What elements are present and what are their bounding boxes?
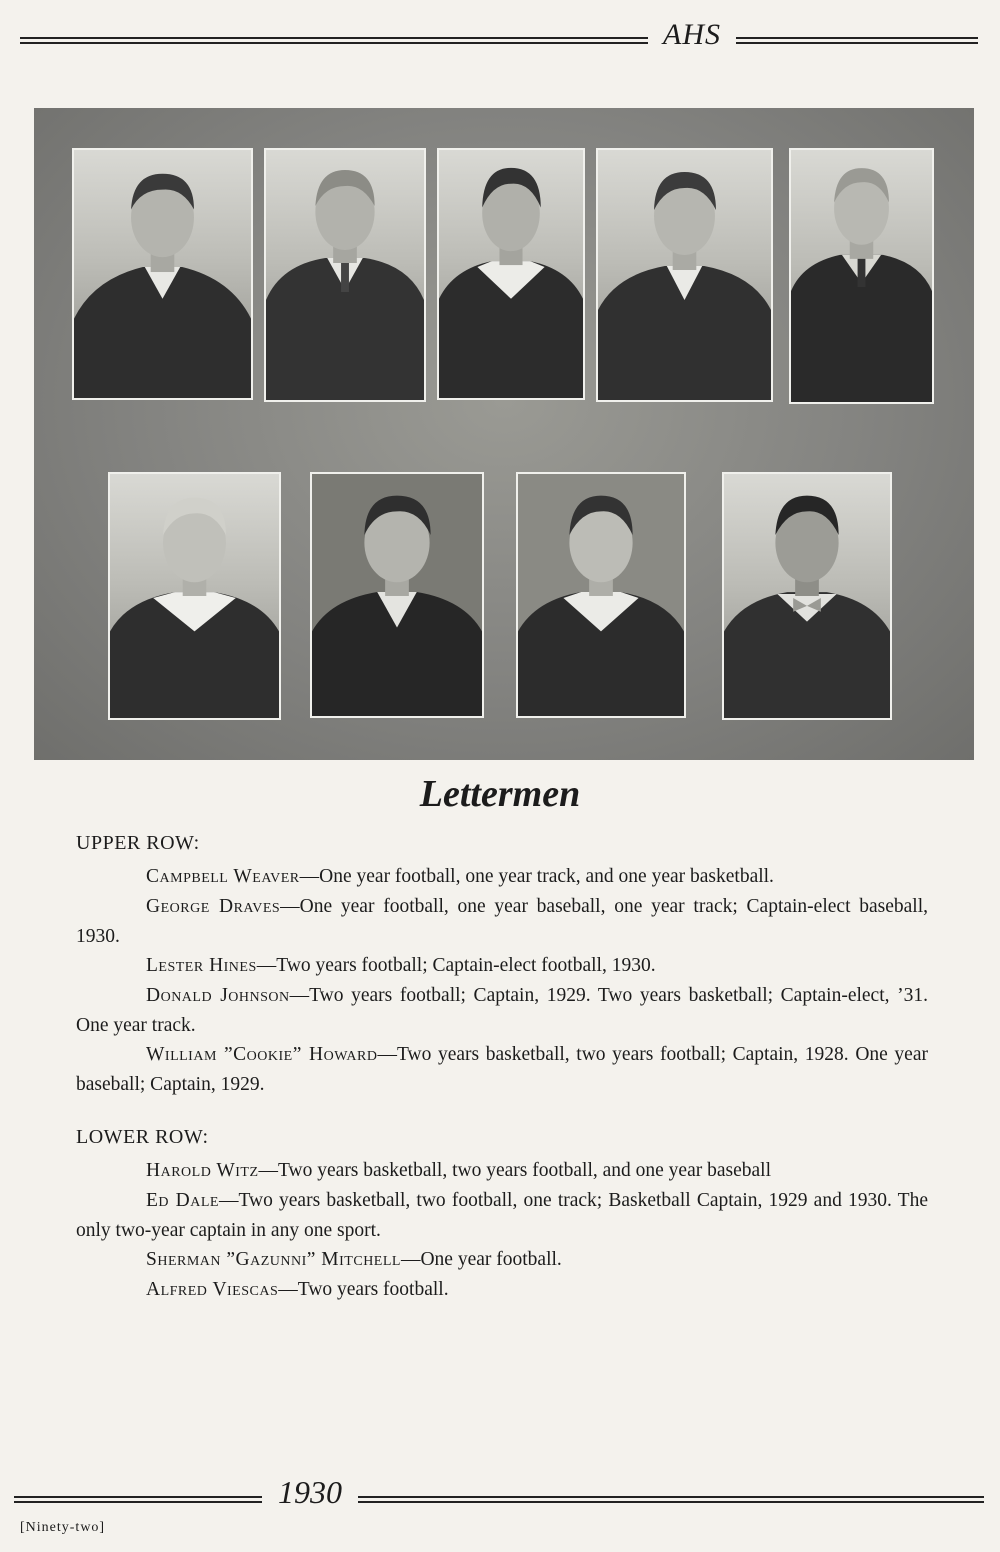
letterman-name: Ed Dale	[146, 1190, 219, 1211]
footer-rule-left	[14, 1496, 262, 1503]
lower-row-heading: LOWER ROW:	[76, 1126, 209, 1148]
list-item	[76, 1186, 928, 1245]
letterman-name: Sherman ”Gazunni” Mitchell	[146, 1249, 401, 1270]
portrait-1-figure	[74, 150, 251, 398]
portrait-4-figure	[598, 150, 771, 400]
portrait-5-figure	[791, 150, 932, 402]
letterman-name: George Draves	[146, 896, 281, 917]
letterman-name: Alfred Viescas	[146, 1279, 279, 1300]
list-item	[76, 1040, 928, 1099]
portrait-2	[264, 148, 426, 402]
page-title: Lettermen	[419, 773, 581, 815]
portrait-6-figure	[110, 474, 279, 718]
letterman-record: —Two years football.	[278, 1279, 449, 1300]
letterman-name: Donald Johnson	[146, 985, 290, 1006]
letterman-record: —One year football, one year track, and one year basketball.	[299, 866, 774, 887]
header-rule-right	[736, 37, 978, 44]
list-item	[76, 1245, 928, 1275]
list-item	[76, 951, 928, 981]
portrait-3-figure	[439, 150, 583, 398]
portrait-5	[789, 148, 934, 404]
list-item	[76, 862, 928, 892]
portrait-1	[72, 148, 253, 400]
portrait-2-figure	[266, 150, 424, 400]
letterman-name: Harold Witz	[146, 1160, 259, 1181]
list-item	[76, 892, 928, 951]
portrait-8-figure	[518, 474, 684, 716]
letterman-record: —Two years football; Captain-elect football, 1930.	[256, 955, 656, 976]
page-number: [Ninety-two]	[20, 1520, 106, 1535]
portrait-3	[437, 148, 585, 400]
portrait-9-figure	[724, 474, 890, 718]
portrait-7	[310, 472, 484, 718]
lettermen-photo-board	[34, 108, 974, 760]
list-item	[76, 1156, 928, 1186]
list-item	[76, 1275, 928, 1305]
portrait-6	[108, 472, 281, 720]
letterman-name: Lester Hines	[146, 955, 257, 976]
letterman-record: —Two years basketball, two years football; Captain, 1928. One year baseball; Captain, 1929.	[76, 1044, 928, 1095]
header-rule-left	[20, 37, 648, 44]
list-item	[76, 981, 928, 1040]
portrait-7-figure	[312, 474, 482, 716]
letterman-name: William ”Cookie” Howard	[146, 1044, 378, 1065]
letterman-name: Campbell Weaver	[146, 866, 300, 887]
letterman-record: —One year football.	[400, 1249, 562, 1270]
letterman-record: —Two years basketball, two years football, and one year baseball	[258, 1160, 772, 1181]
portrait-4	[596, 148, 773, 402]
letterman-record: —Two years basketball, two football, one track; Basketball Captain, 1929 and 1930. The only two-year captain in any one sport.	[76, 1190, 928, 1241]
footer-year: 1930	[278, 1474, 342, 1510]
header-title: AHS	[663, 18, 721, 51]
footer-rule-right	[358, 1496, 984, 1503]
portrait-8	[516, 472, 686, 718]
letterman-record: —Two years football; Captain, 1929. Two years basketball; Captain-elect, ’31. One year track.	[76, 985, 928, 1036]
letterman-record: —One year football, one year baseball, one year track; Captain-elect baseball, 1930.	[76, 896, 928, 947]
portrait-9	[722, 472, 892, 720]
upper-row-heading: UPPER ROW:	[76, 832, 200, 854]
